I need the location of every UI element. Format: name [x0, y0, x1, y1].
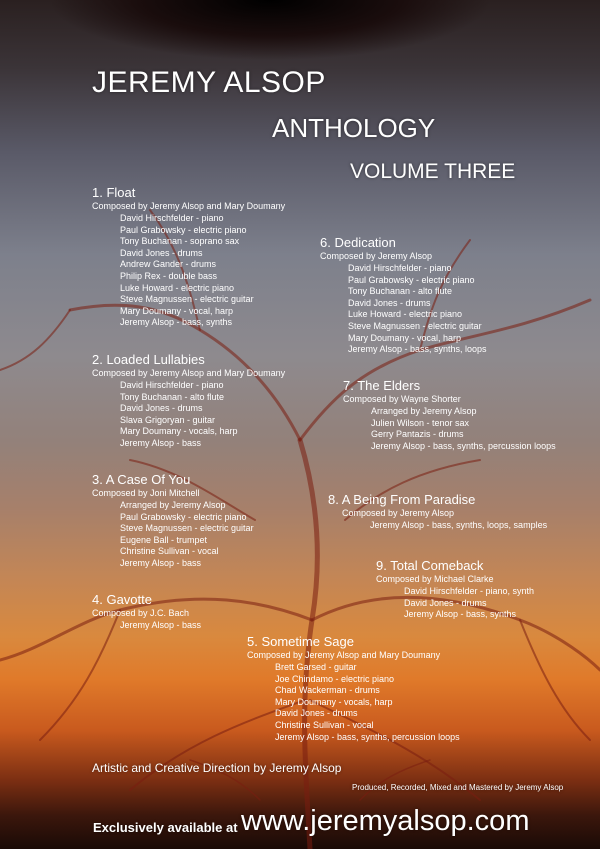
track-sometime-sage — [247, 634, 460, 743]
exclusive-availability-label: Exclusively available at — [93, 820, 238, 835]
credit-line: Julien Wilson - tenor sax — [371, 417, 470, 428]
credit-line: Tony Buchanan - soprano sax — [120, 236, 240, 247]
track-title: 4. Gavotte — [92, 592, 152, 607]
credit-line: Arranged by Jeremy Alsop — [371, 406, 477, 416]
credit-line: Mary Doumany - vocals, harp — [275, 696, 393, 707]
credit-line: Jeremy Alsop - bass — [120, 437, 202, 448]
credit-line: Eugene Ball - trumpet — [120, 534, 208, 545]
credit-line: David Jones - drums — [348, 297, 431, 308]
credit-line: David Jones - drums — [120, 403, 203, 414]
track-loaded-lullabies — [92, 352, 285, 450]
credit-line: Christine Sullivan - vocal — [120, 546, 219, 557]
track-title: 8. A Being From Paradise — [328, 492, 476, 507]
credit-line: Tony Buchanan - alto flute — [120, 391, 225, 402]
credit-line: Jeremy Alsop - bass, synths — [404, 609, 517, 620]
credit-line: David Hirschfelder - piano — [348, 263, 452, 273]
track-a-being-from-paradise — [328, 492, 547, 532]
track-composer: Composed by J.C. Bach — [92, 608, 190, 618]
credit-line: Jeremy Alsop - bass, synths, percussion loops — [371, 440, 556, 451]
credit-line: Jeremy Alsop - bass, synths, percussion loops — [275, 731, 460, 742]
credit-line: Steve Magnussen - electric guitar — [348, 320, 482, 331]
credit-line: Christine Sullivan - vocal — [275, 719, 374, 730]
anthology-title: ANTHOLOGY — [272, 113, 436, 143]
track-title: 9. Total Comeback — [376, 558, 484, 573]
track-title: 5. Sometime Sage — [247, 634, 354, 649]
artist-name: JEREMY ALSOP — [92, 66, 326, 99]
track-composer: Composed by Jeremy Alsop — [320, 251, 433, 261]
credit-line: Joe Chindamo - electric piano — [275, 673, 395, 684]
track-title: 2. Loaded Lullabies — [92, 352, 205, 367]
track-total-comeback — [376, 558, 534, 621]
credit-line: Mary Doumany - vocals, harp — [120, 426, 238, 437]
volume-title: VOLUME THREE — [350, 160, 516, 183]
production-credit: Produced, Recorded, Mixed and Mastered by Jeremy Alsop — [352, 783, 564, 792]
credit-line: David Hirschfelder - piano — [120, 213, 224, 223]
track-dedication — [320, 235, 487, 356]
credit-line: David Hirschfelder - piano — [120, 380, 224, 390]
track-composer: Composed by Wayne Shorter — [343, 394, 461, 404]
credit-line: Jeremy Alsop - bass, synths, loops, samples — [370, 520, 548, 530]
track-composer: Composed by Jeremy Alsop — [342, 508, 455, 518]
website-url[interactable]: www.jeremyalsop.com — [241, 805, 530, 837]
credit-line: David Jones - drums — [275, 708, 358, 719]
credit-line: Slava Grigoryan - guitar — [120, 414, 216, 425]
track-a-case-of-you — [92, 472, 254, 570]
track-composer: Composed by Michael Clarke — [376, 574, 494, 584]
credit-line: David Jones - drums — [120, 247, 203, 258]
credit-line: Brett Garsed - guitar — [275, 662, 357, 672]
credit-line: David Jones - drums — [404, 597, 487, 608]
credit-line: David Hirschfelder - piano, synth — [404, 586, 535, 596]
track-title: 7. The Elders — [343, 378, 421, 393]
credit-line: Jeremy Alsop - bass, synths — [120, 317, 233, 328]
credit-line: Gerry Pantazis - drums — [371, 429, 464, 440]
credit-line: Luke Howard - electric piano — [348, 309, 463, 320]
credit-line: Steve Magnussen - electric guitar — [120, 294, 254, 305]
track-title: 6. Dedication — [320, 235, 396, 250]
credit-line: Jeremy Alsop - bass, synths, loops — [348, 344, 487, 355]
creative-direction-credit: Artistic and Creative Direction by Jeremy Alsop — [92, 761, 342, 775]
credit-line: Chad Wackerman - drums — [275, 685, 380, 696]
credit-line: Mary Doumany - vocal, harp — [120, 305, 234, 316]
track-composer: Composed by Jeremy Alsop and Mary Doumany — [92, 368, 286, 378]
track-the-elders — [343, 378, 556, 452]
track-composer: Composed by Jeremy Alsop and Mary Doumany — [247, 650, 441, 660]
track-composer: Composed by Joni Mitchell — [92, 488, 200, 498]
credit-line: Jeremy Alsop - bass — [120, 557, 202, 568]
credit-line: Luke Howard - electric piano — [120, 282, 235, 293]
track-composer: Composed by Jeremy Alsop and Mary Doumany — [92, 201, 286, 211]
track-float — [92, 185, 285, 329]
credit-line: Arranged by Jeremy Alsop — [120, 500, 226, 510]
credit-line: Mary Doumany - vocal, harp — [348, 332, 462, 343]
credit-line: Paul Grabowsky - electric piano — [348, 274, 475, 285]
credit-line: Paul Grabowsky - electric piano — [120, 224, 247, 235]
credit-line: Paul Grabowsky - electric piano — [120, 511, 247, 522]
credit-line: Philip Rex - double bass — [120, 270, 218, 281]
track-gavotte — [92, 592, 201, 632]
credit-line: Andrew Gander - drums — [120, 259, 217, 270]
credit-line: Tony Buchanan - alto flute — [348, 286, 453, 297]
credit-line: Steve Magnussen - electric guitar — [120, 523, 254, 534]
credit-line: Jeremy Alsop - bass — [120, 620, 202, 630]
track-title: 1. Float — [92, 185, 136, 200]
track-title: 3. A Case Of You — [92, 472, 191, 487]
